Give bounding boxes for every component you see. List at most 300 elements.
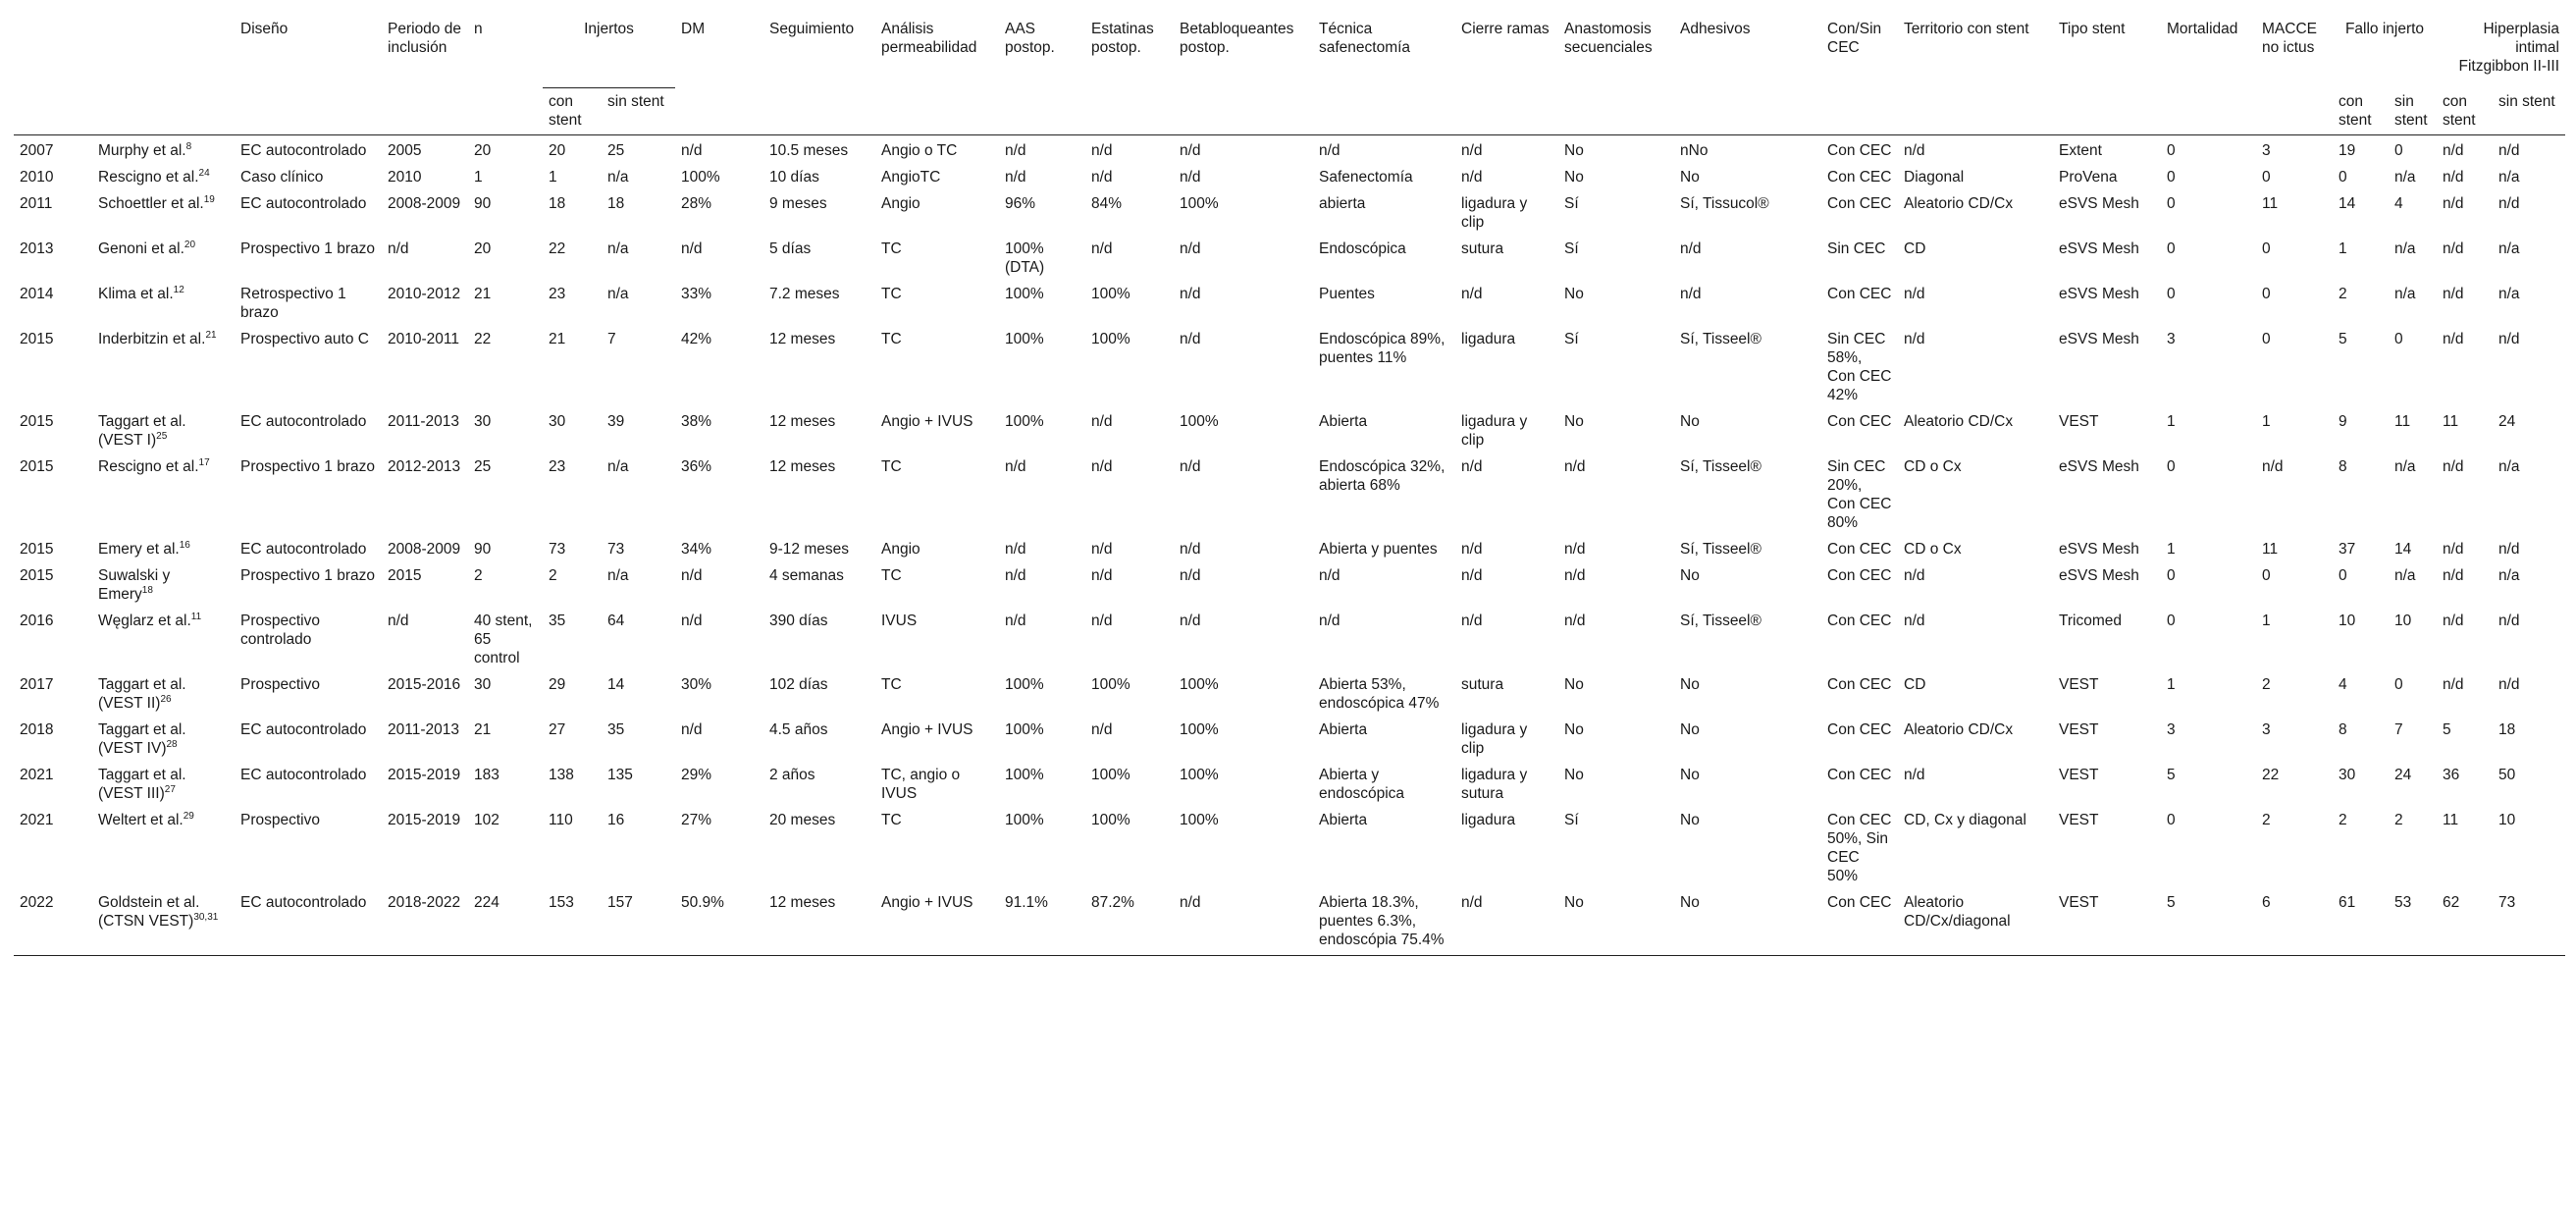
table-row <box>14 234 2565 279</box>
sequential-anastomosis-cell: No <box>1564 767 1584 783</box>
grafts-without-stent-cell: 18 <box>607 195 625 212</box>
n-cell: 20 <box>474 142 492 159</box>
adhesives-cell: Sí, Tissucol® <box>1680 195 1769 212</box>
table-row <box>14 606 2565 669</box>
betablockers-cell: n/d <box>1180 567 1201 584</box>
hyperplasia-with-stent-cell: n/d <box>2443 567 2464 584</box>
stent-type-cell: VEST <box>2053 887 2161 956</box>
study-name: Genoni et al. <box>98 240 184 257</box>
aspirin-cell: n/d <box>1005 458 1026 475</box>
hyperplasia-without-stent-cell: n/a <box>2498 567 2520 584</box>
harvest-technique-cell: Abierta 18.3%, puentes 6.3%, endoscópia 75.4% <box>1313 887 1455 956</box>
study-cell <box>92 324 235 406</box>
hyperplasia-with-stent-cell: n/d <box>2443 286 2464 302</box>
failure-with-stent-cell: 2 <box>2339 812 2347 828</box>
subheader-failure-without-stent: sin stent <box>2389 88 2437 135</box>
followup-cell: 10.5 meses <box>769 142 849 159</box>
dm-cell: 30% <box>681 676 712 693</box>
header-hyperplasia: Hiperplasia intimal Fitzgibbon II-III <box>2458 21 2559 75</box>
design-cell: EC autocontrolado <box>240 413 367 430</box>
study-cell <box>92 406 235 452</box>
grafts-without-stent-cell: n/a <box>607 458 629 475</box>
failure-without-stent-cell: 53 <box>2389 887 2437 956</box>
reference-number: 8 <box>185 141 192 152</box>
aspirin-cell: 100% <box>1005 767 1044 783</box>
betablockers-cell: 100% <box>1180 676 1219 693</box>
study-cell <box>92 452 235 534</box>
aspirin-cell: 100% <box>1005 413 1044 430</box>
patency-analysis-cell: AngioTC <box>881 169 941 186</box>
design-cell: Prospectivo 1 brazo <box>240 240 375 257</box>
stent-type-cell: VEST <box>2059 767 2099 783</box>
table-row <box>14 188 2565 234</box>
followup-cell: 9-12 meses <box>769 541 849 558</box>
cpb-cell: Con CEC <box>1827 286 1892 302</box>
reference-number: 24 <box>198 168 210 179</box>
dm-cell: 50.9% <box>675 887 763 956</box>
year-cell: 2015 <box>20 541 54 558</box>
header-design: Diseño <box>240 21 289 37</box>
cpb-cell: Con CEC <box>1827 676 1892 693</box>
cpb-cell: Con CEC <box>1827 767 1892 783</box>
cpb-cell: Con CEC <box>1827 142 1892 159</box>
design-cell: Prospectivo <box>240 676 320 693</box>
mortality-cell: 0 <box>2167 612 2176 629</box>
hyperplasia-without-stent-cell: n/d <box>2498 612 2520 629</box>
table-row <box>14 324 2565 406</box>
grafts-without-stent-cell: n/a <box>607 169 629 186</box>
study-cell <box>92 534 235 560</box>
hyperplasia-with-stent-cell: 62 <box>2437 887 2493 956</box>
macce-cell: 0 <box>2262 567 2271 584</box>
adhesives-cell: Sí, Tisseel® <box>1680 612 1761 629</box>
reference-number: 17 <box>198 457 210 468</box>
dm-cell: n/d <box>681 142 703 159</box>
failure-without-stent-cell: 0 <box>2394 331 2403 347</box>
study-name: Rescigno et al. <box>98 458 199 475</box>
study-cell <box>92 234 235 279</box>
cpb-cell: Sin CEC 20%, Con CEC 80% <box>1827 458 1892 531</box>
followup-cell: 390 días <box>769 612 828 629</box>
sequential-anastomosis-cell: No <box>1564 413 1584 430</box>
reference-number: 26 <box>160 694 172 705</box>
statins-cell: n/d <box>1091 169 1113 186</box>
patency-analysis-cell: TC <box>881 676 902 693</box>
macce-cell: 1 <box>2262 413 2271 430</box>
table-row <box>14 887 2565 956</box>
harvest-technique-cell: Abierta <box>1319 413 1368 430</box>
betablockers-cell: n/d <box>1180 286 1201 302</box>
followup-cell: 20 meses <box>769 812 836 828</box>
aspirin-cell: 100% <box>1005 331 1044 347</box>
grafts-with-stent-cell: 22 <box>549 240 566 257</box>
territory-cell: CD, Cx y diagonal <box>1904 812 2026 828</box>
subheader-hyperplasia-with-stent: con stent <box>2437 88 2493 135</box>
territory-cell: Aleatorio CD/Cx/diagonal <box>1898 887 2053 956</box>
territory-cell: CD o Cx <box>1904 458 1962 475</box>
dm-cell: n/d <box>681 240 703 257</box>
grafts-with-stent-cell: 1 <box>549 169 557 186</box>
stent-type-cell: eSVS Mesh <box>2059 331 2139 347</box>
sequential-anastomosis-cell: n/d <box>1564 541 1586 558</box>
subheader-hyperplasia-without-stent: sin stent <box>2493 88 2565 135</box>
failure-with-stent-cell: 30 <box>2339 767 2356 783</box>
reference-number: 16 <box>179 540 190 551</box>
failure-without-stent-cell: 4 <box>2394 195 2403 212</box>
year-cell: 2017 <box>20 676 54 693</box>
grafts-with-stent-cell: 35 <box>549 612 566 629</box>
n-cell: 30 <box>474 676 492 693</box>
grafts-with-stent-cell: 29 <box>549 676 566 693</box>
table-row <box>14 560 2565 606</box>
followup-cell: 9 meses <box>769 195 827 212</box>
statins-cell: 100% <box>1091 812 1130 828</box>
sequential-anastomosis-cell: No <box>1564 676 1584 693</box>
stent-type-cell: eSVS Mesh <box>2059 541 2139 558</box>
header-macce: MACCE no ictus <box>2262 21 2317 56</box>
adhesives-cell: n/d <box>1680 240 1702 257</box>
period-cell: 2010-2012 <box>388 286 461 302</box>
patency-analysis-cell: TC, angio o IVUS <box>881 767 961 802</box>
header-stent-type: Tipo stent <box>2059 21 2126 37</box>
mortality-cell: 0 <box>2167 169 2176 186</box>
table-row <box>14 760 2565 805</box>
grafts-with-stent-cell: 110 <box>549 812 573 828</box>
failure-without-stent-cell: n/a <box>2394 286 2416 302</box>
design-cell: EC autocontrolado <box>235 887 382 956</box>
hyperplasia-with-stent-cell: 5 <box>2443 721 2451 738</box>
study-name: Murphy et al. <box>98 142 186 159</box>
branch-closure-cell: ligadura <box>1461 331 1516 347</box>
header-branch-closure: Cierre ramas <box>1461 21 1550 37</box>
grafts-without-stent-cell: 25 <box>607 142 625 159</box>
adhesives-cell: No <box>1680 169 1700 186</box>
followup-cell: 12 meses <box>769 331 836 347</box>
sequential-anastomosis-cell: Sí <box>1564 195 1579 212</box>
reference-number: 11 <box>190 612 202 622</box>
failure-with-stent-cell: 14 <box>2339 195 2356 212</box>
design-cell: Caso clínico <box>240 169 324 186</box>
failure-without-stent-cell: n/a <box>2394 567 2416 584</box>
study-name: Goldstein et al. (CTSN VEST) <box>98 894 200 930</box>
hyperplasia-without-stent-cell: n/a <box>2498 286 2520 302</box>
aspirin-cell: 100% <box>1005 721 1044 738</box>
patency-analysis-cell: Angio + IVUS <box>881 413 973 430</box>
mortality-cell: 5 <box>2161 887 2256 956</box>
failure-without-stent-cell: 0 <box>2394 142 2403 159</box>
hyperplasia-with-stent-cell: n/d <box>2443 240 2464 257</box>
stent-type-cell: eSVS Mesh <box>2059 567 2139 584</box>
aspirin-cell: n/d <box>1005 541 1026 558</box>
stent-type-cell: eSVS Mesh <box>2059 195 2139 212</box>
failure-with-stent-cell: 0 <box>2339 567 2347 584</box>
patency-analysis-cell: Angio o TC <box>881 142 958 159</box>
failure-without-stent-cell: n/a <box>2394 240 2416 257</box>
statins-cell: n/d <box>1091 458 1113 475</box>
adhesives-cell: No <box>1680 767 1700 783</box>
hyperplasia-without-stent-cell: 18 <box>2498 721 2516 738</box>
design-cell: Prospectivo auto C <box>240 331 369 347</box>
macce-cell: 3 <box>2262 721 2271 738</box>
cpb-cell: Con CEC <box>1827 612 1892 629</box>
n-cell: 90 <box>474 195 492 212</box>
betablockers-cell: n/d <box>1174 887 1313 956</box>
design-cell: EC autocontrolado <box>240 767 367 783</box>
study-name: Schoettler et al. <box>98 195 204 212</box>
failure-with-stent-cell: 10 <box>2339 612 2356 629</box>
header-year <box>14 16 92 88</box>
header-statins: Estatinas postop. <box>1091 21 1154 56</box>
design-cell: Prospectivo controlado <box>240 612 320 648</box>
hyperplasia-without-stent-cell: 50 <box>2498 767 2516 783</box>
branch-closure-cell: n/d <box>1461 612 1483 629</box>
macce-cell: 0 <box>2262 240 2271 257</box>
branch-closure-cell: sutura <box>1461 676 1504 693</box>
macce-cell: n/d <box>2262 458 2284 475</box>
grafts-without-stent-cell: 64 <box>607 612 625 629</box>
stent-type-cell: eSVS Mesh <box>2059 286 2139 302</box>
patency-analysis-cell: TC <box>881 331 902 347</box>
mortality-cell: 3 <box>2167 331 2176 347</box>
table-row <box>14 162 2565 188</box>
failure-without-stent-cell: 14 <box>2394 541 2412 558</box>
year-cell: 2015 <box>20 458 54 475</box>
failure-without-stent-cell: 24 <box>2394 767 2412 783</box>
year-cell: 2021 <box>20 767 54 783</box>
hyperplasia-without-stent-cell: n/d <box>2498 195 2520 212</box>
period-cell: 2005 <box>388 142 422 159</box>
macce-cell: 11 <box>2262 195 2279 212</box>
table-row <box>14 406 2565 452</box>
mortality-cell: 0 <box>2167 142 2176 159</box>
table-row <box>14 669 2565 715</box>
failure-without-stent-cell: 7 <box>2394 721 2403 738</box>
header-sequential: Anastomosis secuenciales <box>1564 21 1653 56</box>
grafts-with-stent-cell: 18 <box>549 195 566 212</box>
sequential-anastomosis-cell: Sí <box>1564 331 1579 347</box>
branch-closure-cell: ligadura y clip <box>1461 195 1528 231</box>
n-cell: 21 <box>474 721 492 738</box>
period-cell: 2015-2019 <box>388 812 461 828</box>
hyperplasia-with-stent-cell: n/d <box>2443 458 2464 475</box>
table-container <box>14 16 2565 956</box>
study-cell <box>92 188 235 234</box>
reference-number: 30,31 <box>193 912 219 923</box>
reference-number: 19 <box>203 194 215 205</box>
period-cell: 2011-2013 <box>388 721 459 738</box>
header-followup: Seguimiento <box>769 21 855 37</box>
followup-cell: 102 días <box>769 676 828 693</box>
header-n: n <box>474 21 483 37</box>
grafts-without-stent-cell: 135 <box>607 767 633 783</box>
dm-cell: 34% <box>681 541 712 558</box>
reference-number: 21 <box>205 330 217 341</box>
mortality-cell: 0 <box>2167 812 2176 828</box>
hyperplasia-without-stent-cell: n/d <box>2498 541 2520 558</box>
study-name: Węglarz et al. <box>98 612 191 629</box>
cpb-cell: Con CEC <box>1827 567 1892 584</box>
hyperplasia-with-stent-cell: 36 <box>2443 767 2460 783</box>
dm-cell: 100% <box>681 169 720 186</box>
mortality-cell: 1 <box>2167 541 2176 558</box>
study-name: Taggart et al. (VEST IV) <box>98 721 186 757</box>
followup-cell: 10 días <box>769 169 819 186</box>
sequential-anastomosis-cell: Sí <box>1564 812 1579 828</box>
macce-cell: 2 <box>2262 812 2271 828</box>
harvest-technique-cell: Endoscópica 32%, abierta 68% <box>1319 458 1446 494</box>
hyperplasia-with-stent-cell: n/d <box>2443 541 2464 558</box>
followup-cell: 7.2 meses <box>769 286 840 302</box>
followup-cell: 4.5 años <box>769 721 828 738</box>
year-cell: 2018 <box>20 721 54 738</box>
territory-cell: Aleatorio CD/Cx <box>1904 413 2014 430</box>
study-name: Klima et al. <box>98 286 174 302</box>
territory-cell: Aleatorio CD/Cx <box>1904 195 2014 212</box>
study-name: Rescigno et al. <box>98 169 199 186</box>
sequential-anastomosis-cell: No <box>1564 286 1584 302</box>
period-cell: 2015 <box>388 567 422 584</box>
macce-cell: 1 <box>2262 612 2271 629</box>
followup-cell: 12 meses <box>769 413 836 430</box>
territory-cell: n/d <box>1904 612 1925 629</box>
reference-number: 12 <box>173 285 184 295</box>
adhesives-cell: No <box>1680 812 1700 828</box>
study-name: Inderbitzin et al. <box>98 331 206 347</box>
betablockers-cell: n/d <box>1180 240 1201 257</box>
subheader-grafts-with-stent: con stent <box>543 88 602 135</box>
period-cell: 2008-2009 <box>388 195 461 212</box>
design-cell: EC autocontrolado <box>240 195 367 212</box>
branch-closure-cell: ligadura <box>1461 812 1516 828</box>
failure-with-stent-cell: 37 <box>2339 541 2356 558</box>
sequential-anastomosis-cell: No <box>1564 721 1584 738</box>
branch-closure-cell: n/d <box>1461 142 1483 159</box>
territory-cell: n/d <box>1904 767 1925 783</box>
n-cell: 2 <box>474 567 483 584</box>
year-cell: 2013 <box>20 240 54 257</box>
header-dm: DM <box>681 21 706 37</box>
header-study <box>92 16 235 88</box>
failure-without-stent-cell: n/a <box>2394 169 2416 186</box>
table-header <box>14 16 2565 135</box>
header-territory: Territorio con stent <box>1904 21 2029 37</box>
mortality-cell: 0 <box>2167 195 2176 212</box>
dm-cell: 29% <box>681 767 712 783</box>
adhesives-cell: No <box>1680 721 1700 738</box>
failure-without-stent-cell: 0 <box>2394 676 2403 693</box>
followup-cell: 5 días <box>769 240 812 257</box>
design-cell: Retrospectivo 1 brazo <box>240 286 346 321</box>
mortality-cell: 1 <box>2167 676 2176 693</box>
design-cell: EC autocontrolado <box>240 142 367 159</box>
territory-cell: n/d <box>1904 331 1925 347</box>
patency-analysis-cell: TC <box>881 812 902 828</box>
patency-analysis-cell: Angio <box>881 195 920 212</box>
header-betablockers: Betabloqueantes postop. <box>1180 21 1294 56</box>
harvest-technique-cell: Endoscópica 89%, puentes 11% <box>1319 331 1446 366</box>
territory-cell: n/d <box>1904 142 1925 159</box>
adhesives-cell: No <box>1680 676 1700 693</box>
table-row <box>14 715 2565 760</box>
design-cell: EC autocontrolado <box>240 541 367 558</box>
adhesives-cell: No <box>1680 567 1700 584</box>
year-cell: 2011 <box>20 195 53 212</box>
adhesives-cell: Sí, Tisseel® <box>1680 541 1761 558</box>
failure-without-stent-cell: 10 <box>2394 612 2412 629</box>
hyperplasia-with-stent-cell: n/d <box>2443 169 2464 186</box>
header-aspirin: AAS postop. <box>1005 21 1055 56</box>
statins-cell: 100% <box>1091 286 1130 302</box>
sequential-anastomosis-cell: Sí <box>1564 240 1579 257</box>
reference-number: 28 <box>166 739 178 750</box>
mortality-cell: 0 <box>2167 567 2176 584</box>
hyperplasia-with-stent-cell: 11 <box>2443 812 2459 828</box>
patency-analysis-cell: TC <box>881 458 902 475</box>
failure-with-stent-cell: 4 <box>2339 676 2347 693</box>
table-body <box>14 135 2565 956</box>
sequential-anastomosis-cell: n/d <box>1564 612 1586 629</box>
study-cell <box>92 805 235 887</box>
grafts-without-stent-cell: 157 <box>602 887 675 956</box>
study-name: Taggart et al. (VEST I) <box>98 413 186 449</box>
macce-cell: 11 <box>2262 541 2279 558</box>
n-cell: 20 <box>474 240 492 257</box>
macce-cell: 0 <box>2262 331 2271 347</box>
period-cell: 2015-2016 <box>388 676 461 693</box>
study-cell <box>92 669 235 715</box>
cpb-cell: Con CEC <box>1827 413 1892 430</box>
study-name: Emery et al. <box>98 541 180 558</box>
design-cell: Prospectivo <box>240 812 320 828</box>
stent-type-cell: VEST <box>2059 812 2099 828</box>
betablockers-cell: n/d <box>1180 458 1201 475</box>
table-row <box>14 534 2565 560</box>
followup-cell: 12 meses <box>769 458 836 475</box>
followup-cell: 12 meses <box>763 887 875 956</box>
stent-type-cell: Tricomed <box>2059 612 2123 629</box>
aspirin-cell: n/d <box>1005 567 1026 584</box>
followup-cell: 2 años <box>769 767 815 783</box>
patency-analysis-cell: TC <box>881 240 902 257</box>
hyperplasia-with-stent-cell: n/d <box>2443 612 2464 629</box>
period-cell: 2008-2009 <box>388 541 461 558</box>
sequential-anastomosis-cell: No <box>1558 887 1674 956</box>
statins-cell: 100% <box>1091 331 1130 347</box>
patency-analysis-cell: Angio + IVUS <box>875 887 999 956</box>
branch-closure-cell: n/d <box>1461 458 1483 475</box>
dm-cell: n/d <box>681 567 703 584</box>
statins-cell: n/d <box>1091 721 1113 738</box>
hyperplasia-without-stent-cell: n/a <box>2498 458 2520 475</box>
grafts-with-stent-cell: 20 <box>549 142 566 159</box>
year-cell: 2015 <box>20 331 54 347</box>
adhesives-cell: n/d <box>1680 286 1702 302</box>
grafts-with-stent-cell: 23 <box>549 286 566 302</box>
dm-cell: 42% <box>681 331 712 347</box>
betablockers-cell: 100% <box>1180 812 1219 828</box>
branch-closure-cell: n/d <box>1461 541 1483 558</box>
macce-cell: 2 <box>2262 676 2271 693</box>
hyperplasia-without-stent-cell: n/a <box>2498 240 2520 257</box>
header-period: Periodo de inclusión <box>388 21 461 56</box>
hyperplasia-with-stent-cell: n/d <box>2443 142 2464 159</box>
adhesives-cell: No <box>1680 413 1700 430</box>
header-patency: Análisis permeabilidad <box>881 21 977 56</box>
stent-type-cell: VEST <box>2059 721 2099 738</box>
aspirin-cell: 96% <box>1005 195 1036 212</box>
harvest-technique-cell: Endoscópica <box>1319 240 1406 257</box>
grafts-with-stent-cell: 73 <box>549 541 566 558</box>
